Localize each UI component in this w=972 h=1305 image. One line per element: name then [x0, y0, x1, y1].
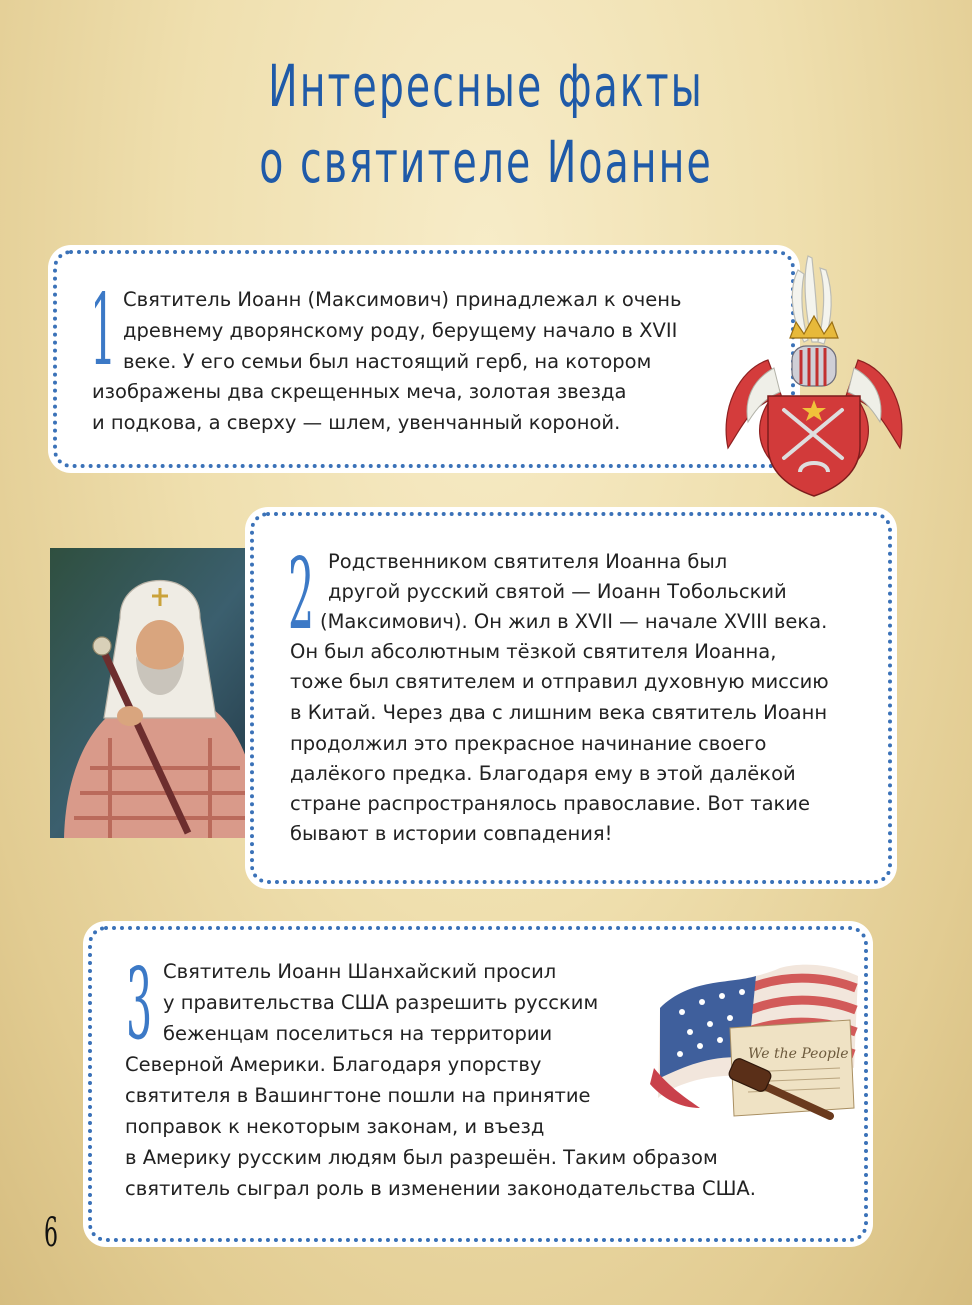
fact-3-line: в Америку русским людям был разрешён. Таким образом — [125, 1146, 718, 1169]
fact-2-line: продолжил это прекрасное начинание своего — [290, 732, 767, 755]
page-title — [156, 48, 817, 200]
fact-3-line: святитель сыграл роль в изменении законодательства США. — [125, 1177, 756, 1200]
fact-3-line: Святитель Иоанн Шанхайский просил — [163, 960, 557, 983]
saint-portrait-illustration — [50, 548, 270, 838]
fact-2-line: тоже был святителем и отправил духовную миссию — [290, 670, 829, 693]
fact-1-line: и подкова, а сверху — шлем, увенчанный короной. — [92, 411, 621, 434]
fact-3-line: Северной Америки. Благодаря упорству — [125, 1053, 542, 1076]
fact-2-line: (Максимович). Он жил в XVII — начале XVIII века. — [320, 610, 828, 633]
fact-2-line: Родственником святителя Иоанна был — [328, 550, 728, 573]
fact-2-line: бывают в истории совпадения! — [290, 822, 613, 845]
fact-1-line: Святитель Иоанн (Максимович) принадлежал к очень — [123, 288, 682, 311]
coat-of-arms-illustration — [708, 250, 920, 500]
fact-2-line: далёкого предка. Благодаря ему в этой далёкой — [290, 762, 796, 785]
fact-3-line: у правительства США разрешить русским — [163, 991, 599, 1014]
fact-1-line: изображены два скрещенных меча, золотая звезда — [92, 380, 627, 403]
title-line-2: о святителе Иоанне — [259, 128, 713, 196]
fact-2-line: стране распространялось православие. Вот такие — [290, 792, 810, 815]
fact-3-line: беженцам поселиться на территории — [163, 1022, 553, 1045]
fact-1-line: веке. У его семьи был настоящий герб, на котором — [123, 350, 652, 373]
fact-1-line: древнему дворянскому роду, берущему начало в XVII — [123, 319, 678, 342]
fact-number-3: 3 — [126, 948, 153, 1062]
fact-3-line: поправок к некоторым законам, и въезд — [125, 1115, 545, 1138]
fact-2-line: в Китай. Через два с лишним века святитель Иоанн — [290, 701, 828, 724]
fact-2-line: Он был абсолютным тёзкой святителя Иоанна, — [290, 640, 777, 663]
us-flag-gavel-illustration — [630, 958, 862, 1128]
fact-3-line: святителя в Вашингтоне пошли на принятие — [125, 1084, 591, 1107]
title-line-1: Интересные факты — [268, 52, 704, 120]
fact-number-1: 1 — [90, 274, 117, 388]
page-number: 6 — [44, 1210, 58, 1256]
document-script: We the People — [748, 1046, 849, 1062]
fact-number-2: 2 — [288, 538, 315, 652]
fact-2-line: другой русский святой — Иоанн Тобольский — [328, 580, 787, 603]
